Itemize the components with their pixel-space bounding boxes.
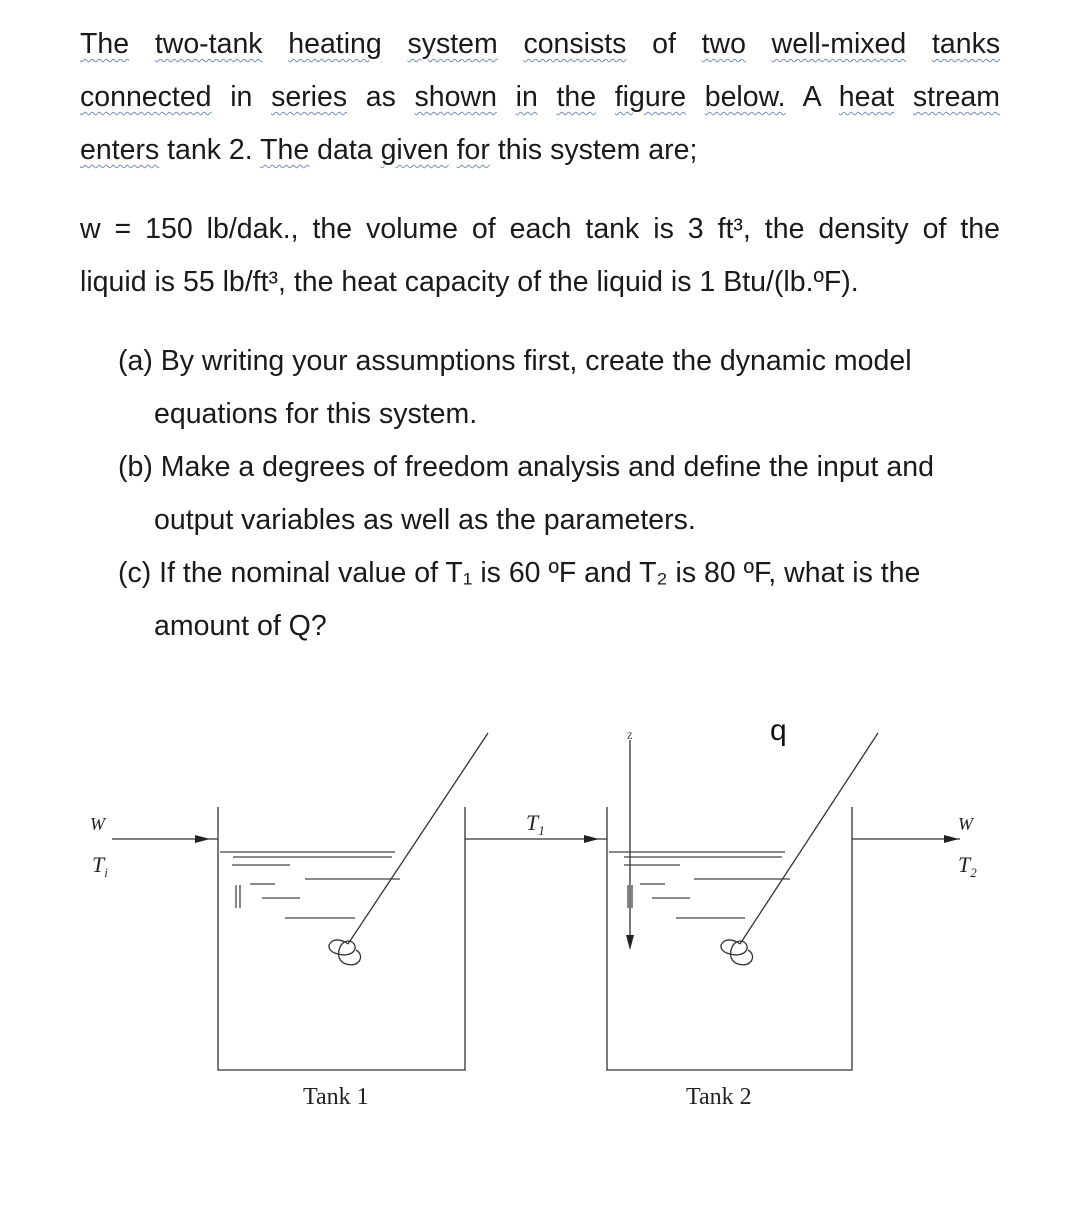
word: the [556, 81, 597, 113]
word: for [456, 134, 490, 166]
inlet-arrowhead [195, 835, 210, 843]
word: heat [838, 81, 895, 113]
word: stream [912, 81, 1001, 113]
word: below. [704, 81, 786, 113]
data-line-2: liquid is 55 lb/ft³, the heat capacity of the liquid is 1 Btu/(lb.ºF). [80, 266, 859, 298]
inlet-flow-label: W [90, 814, 105, 834]
word: consists [523, 28, 627, 60]
agitator-1-impeller [329, 940, 361, 965]
tank-2-label: Tank 2 [686, 1084, 752, 1110]
inlet-temp-label: $T_i$ [92, 852, 108, 880]
word: tank 2. [167, 134, 253, 166]
word: tanks [931, 28, 1001, 60]
word: in [230, 81, 253, 113]
data-line-1: w = 150 lb/dak., the volume of each tank is 3 ft³, the density of the [80, 213, 1000, 245]
question-c-line-2: amount of Q? [154, 610, 327, 642]
word: data [317, 134, 373, 166]
question-b-line-2: output variables as well as the parameters. [154, 504, 696, 536]
word: series [271, 81, 348, 113]
tank-1-outline [218, 807, 465, 1070]
outlet-arrowhead [944, 835, 959, 843]
word: of [652, 28, 676, 60]
question-b-line-1: (b) Make a degrees of freedom analysis and define the input and [118, 451, 934, 483]
word: The [260, 134, 310, 166]
word: this system are; [497, 134, 698, 166]
question-a-line-1: (a) By writing your assumptions first, create the dynamic model [118, 345, 912, 377]
tank-1-liquid-marks [220, 852, 400, 918]
word: two [701, 28, 746, 60]
outlet-temp-label: $T_2$ [958, 852, 977, 880]
word: shown [414, 81, 497, 113]
word: enters [80, 134, 160, 166]
word: heating [288, 28, 382, 60]
tank-1-label: Tank 1 [303, 1084, 369, 1110]
word: two-tank [154, 28, 263, 60]
word: The [80, 28, 130, 60]
outlet-flow-label: W [958, 814, 973, 834]
word: well-mixed [771, 28, 907, 60]
tank-2-outline [607, 807, 852, 1070]
tank-1-outlet-temp-label: $T_1$ [526, 810, 545, 838]
interconnect-arrowhead [584, 835, 599, 843]
word: as [365, 81, 396, 113]
word: A [802, 81, 821, 113]
heat-input-label: q [770, 714, 787, 747]
word: system [407, 28, 498, 60]
word: figure [614, 81, 687, 113]
word: connected [80, 81, 212, 113]
word: in [515, 81, 538, 113]
heat-arrowhead [626, 935, 634, 950]
word: given [380, 134, 449, 166]
question-a-line-2: equations for this system. [154, 398, 478, 430]
agitator-2-impeller [721, 940, 753, 965]
heat-small-label: Z [627, 731, 633, 741]
question-c-line-1: (c) If the nominal value of T₁ is 60 ºF and T₂ is 80 ºF, what is the [118, 557, 921, 589]
